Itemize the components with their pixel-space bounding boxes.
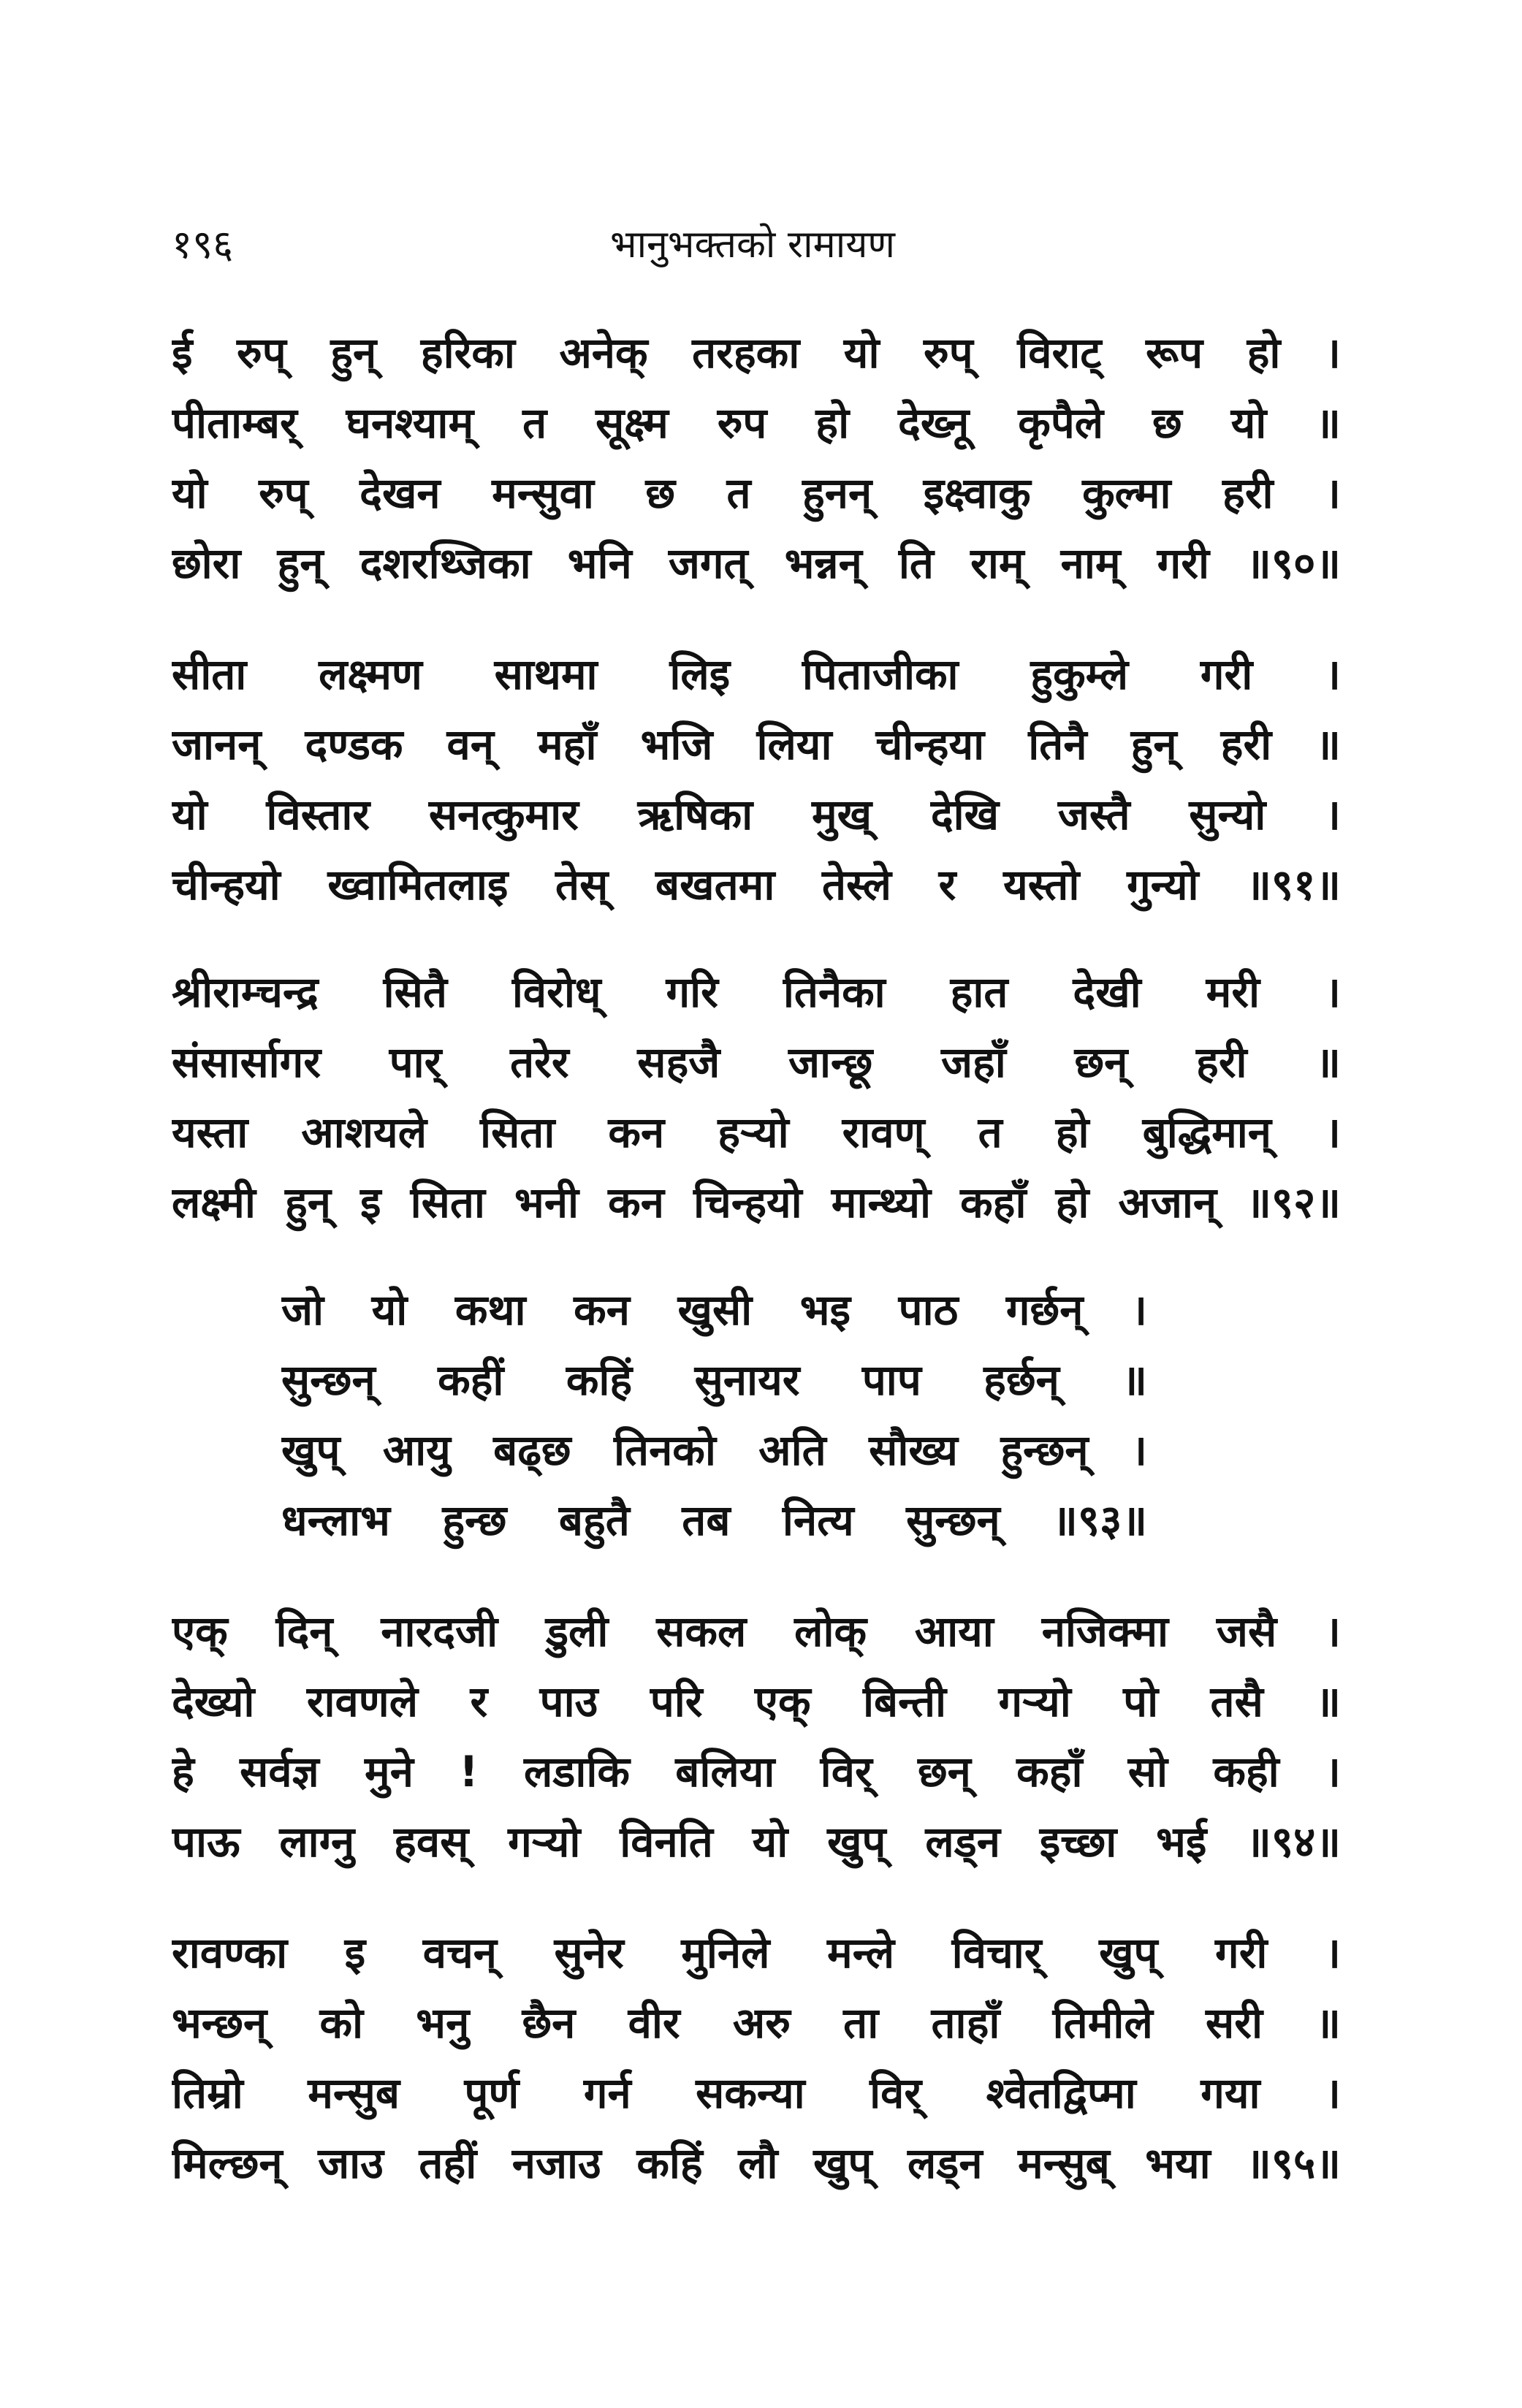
verse-line: सुन्छन् कहीं कहिं सुनायर पाप हर्छन् ॥	[281, 1355, 1147, 1405]
verse-line: जो यो कथा कन खुसी भइ पाठ गर्छन् ।	[281, 1285, 1147, 1335]
verse-line: यस्ता आशयले सिता कन हर्‍यो रावण् त हो बुद्धिमान् ।	[172, 1108, 1341, 1157]
verse-line: श्रीराम्चन्द्र सितै विरोध् गरि तिनैका हात देखी मरी ।	[172, 967, 1341, 1017]
verse-line: रावण्का इ वचन् सुनेर मुनिले मन्ले विचार् खुप् गरी ।	[172, 1928, 1341, 1978]
verse-line: जानन् दण्डक वन् महाँ भजि लिया चीन्हया तिनै हुन् हरी ॥	[172, 720, 1341, 769]
verse-line: देख्यो रावणले र पाउ परि एक् बिन्ती गर्‍यो पो तसै ॥	[172, 1677, 1341, 1726]
verse-line: सीता लक्ष्मण साथमा लिइ पिताजीका हुकुम्ले गरी ।	[172, 649, 1341, 699]
verse-line: भन्छन् को भनु छैन वीर अरु ता ताहाँ तिमीले सरी ॥	[172, 1998, 1341, 2048]
running-title: भानुभक्तको रामायण	[610, 223, 895, 267]
verse-line: खुप् आयु बढ्छ तिनको अति सौख्य हुन्छन् ।	[281, 1425, 1147, 1475]
verse-line: धन्लाभ हुन्छ बहुतै तब नित्य सुन्छन् ॥९३॥	[281, 1496, 1147, 1545]
verse-line: हे सर्वज्ञ मुने ! लडाकि बलिया विर् छन् कहाँ सो कही ।	[172, 1747, 1341, 1797]
verse-line: तिम्रो मन्सुब पूर्ण गर्न सकन्या विर् श्वेतद्विप्मा गया ।	[172, 2068, 1341, 2118]
verse-stanza-94	[172, 1596, 1341, 1877]
verse-stanza-91	[172, 639, 1341, 920]
verse-line: छोरा हुन् दशरथ्जिका भनि जगत् भन्नन् ति राम् नाम् गरी ॥९०॥	[172, 538, 1341, 588]
verse-stanza-90	[172, 318, 1341, 598]
page-number: १९६	[172, 221, 234, 267]
verse-stanza-93	[281, 1275, 1147, 1555]
verse-stanza-95	[172, 1918, 1341, 2198]
verse-line: संसार्सागर पार् तरेर सहजै जान्छू जहाँ छन् हरी ॥	[172, 1037, 1341, 1087]
verse-line: पीताम्बर् घनश्याम् त सूक्ष्म रुप हो देख्नू कृपैले छ यो ॥	[172, 398, 1341, 448]
verse-line: यो विस्तार सनत्कुमार ऋषिका मुख् देखि जस्तै सुन्यो ।	[172, 790, 1341, 839]
verse-line: पाऊ लाग्नु हवस् गर्‍यो विनति यो खुप् लड्न इच्छा भई ॥९४॥	[172, 1817, 1341, 1867]
verse-line: मिल्छन् जाउ तहीं नजाउ कहिं लौ खुप् लड्न मन्सुब् भया ॥९५॥	[172, 2138, 1341, 2188]
verse-stanza-92	[172, 957, 1341, 1238]
verse-line: एक् दिन् नारदजी डुली सकल लोक् आया नजिक्मा जसै ।	[172, 1607, 1341, 1656]
page-header	[172, 212, 1333, 278]
verse-line: लक्ष्मी हुन् इ सिता भनी कन चिन्हयो मान्थ्यो कहाँ हो अजान् ॥९२॥	[172, 1178, 1341, 1227]
verse-line: यो रुप् देखन मन्सुवा छ त हुनन् इक्ष्वाकु कुल्मा हरी ।	[172, 468, 1341, 518]
verse-line: ई रुप् हुन् हरिका अनेक् तरहका यो रुप् विराट् रूप हो ।	[172, 328, 1341, 378]
verse-line: चीन्हयो ख्वामितलाइ तेस् बखतमा तेस्ले र यस्तो गुन्यो ॥९१॥	[172, 860, 1341, 910]
